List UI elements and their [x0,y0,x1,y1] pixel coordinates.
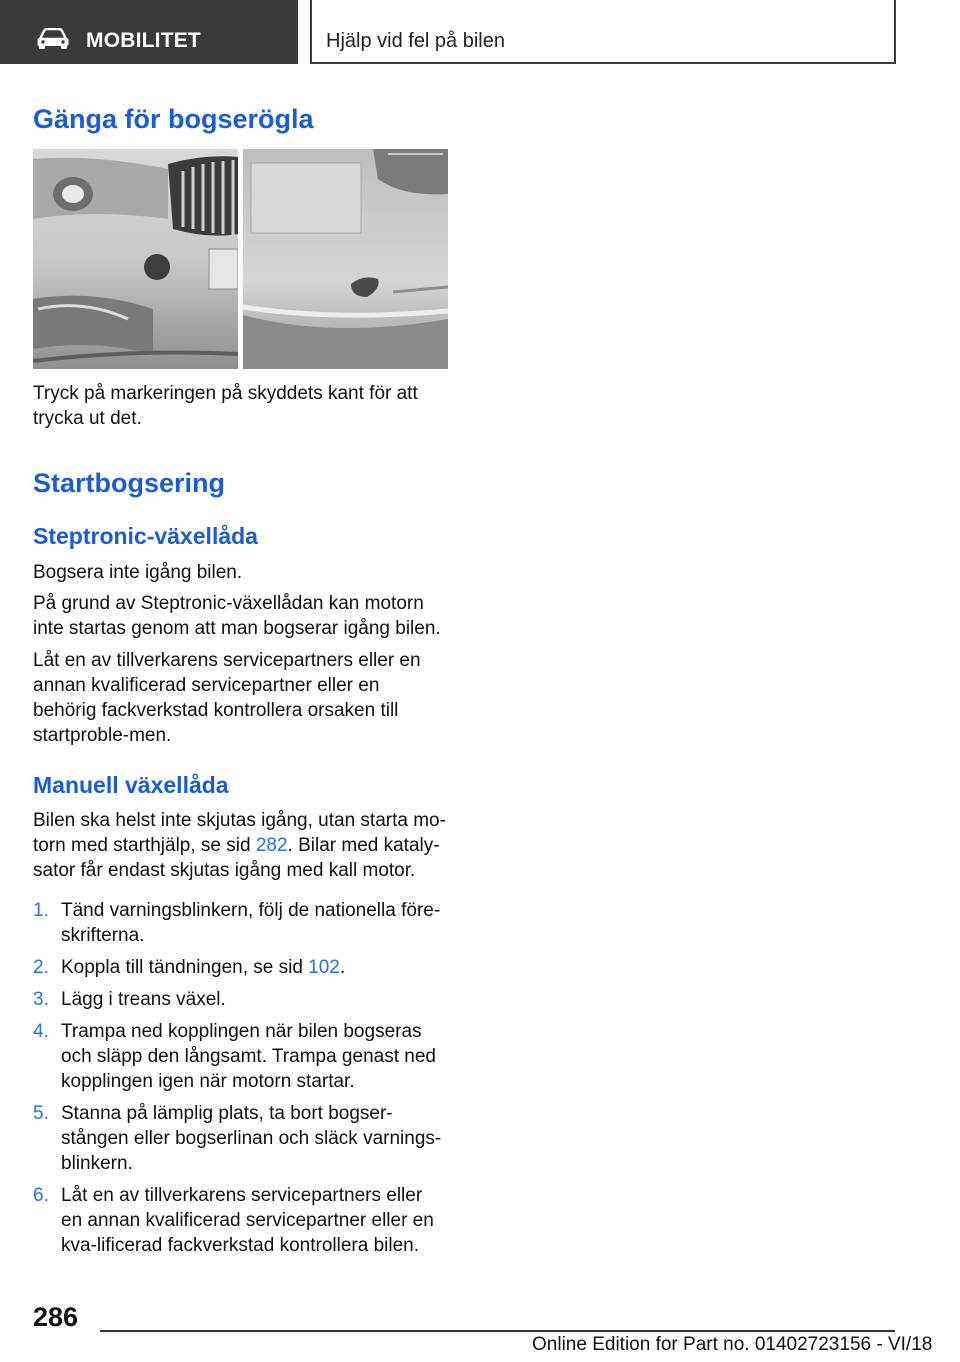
subsection-heading-manual: Manuell växellåda [33,772,229,798]
page-number: 286 [33,1302,79,1332]
step-number: 3. [33,989,49,1010]
text: . Bilar med kataly-sator får endast skjutas igång med kall motor. [33,835,440,881]
bumper-figure [33,149,448,369]
paragraph: Låt en av tillverkarens servicepartners eller en annan kvalificerad servicepartner eller en behörig fackverkstad kontrollera orsaken till startproble-men. [33,650,421,746]
step-text-after: . [339,957,346,978]
step-number: 2. [33,957,49,978]
list-item [33,1019,448,1094]
step-number: 6. [33,1185,49,1206]
edition-note: Online Edition for Part no. 01402723156 - VI/18 [532,1334,933,1355]
chapter-tab [310,0,896,64]
step-text: Koppla till tändningen, se sid [61,957,309,978]
section-tab [0,0,298,64]
step-number: 4. [33,1021,49,1042]
footer-divider [100,1330,895,1332]
page-link-282[interactable]: 282 [255,835,288,856]
list-item [33,1183,448,1258]
section-title: MOBILITET [86,29,201,52]
step-text: Stanna på lämplig plats, ta bort bogser-stången eller bogserlinan och släck varnings-blinkern. [61,1103,442,1174]
page-title: Gänga för bogserögla [33,104,314,134]
text: Bilen ska helst inte skjutas igång, utan starta mo-torn med starthjälp, se sid [33,810,446,856]
step-text: Låt en av tillverkarens servicepartners eller en annan kvalificerad servicepartner eller en kva-lificerad fackverkstad kontrollera bilen. [61,1185,434,1256]
subsection-heading-steptronic: Steptronic-växellåda [33,523,258,549]
steps-list [33,898,448,1258]
step-number: 5. [33,1103,49,1124]
list-item [33,955,448,980]
figure-caption: Tryck på markeringen på skyddets kant för att trycka ut det. [33,383,418,429]
list-item [33,898,448,948]
step-text: Lägg i treans växel. [61,989,226,1010]
step-number: 1. [33,900,49,921]
step-text: Tänd varningsblinkern, följ de nationella före-skrifterna. [61,900,441,946]
chapter-title: Hjälp vid fel på bilen [326,30,505,52]
list-item [33,1101,448,1176]
car-icon [36,28,70,50]
paragraph: På grund av Steptronic-växellådan kan motorn inte startas genom att man bogserar igång bilen. [33,593,441,639]
paragraph: Bogsera inte igång bilen. [33,562,243,583]
paragraph-manual [33,808,448,883]
section-heading: Startbogsering [33,468,226,498]
page-link-102[interactable]: 102 [308,957,340,978]
step-text: Trampa ned kopplingen när bilen bogseras och släpp den långsamt. Trampa genast ned kopplingen igen när motorn startar. [61,1021,436,1092]
list-item [33,987,448,1012]
